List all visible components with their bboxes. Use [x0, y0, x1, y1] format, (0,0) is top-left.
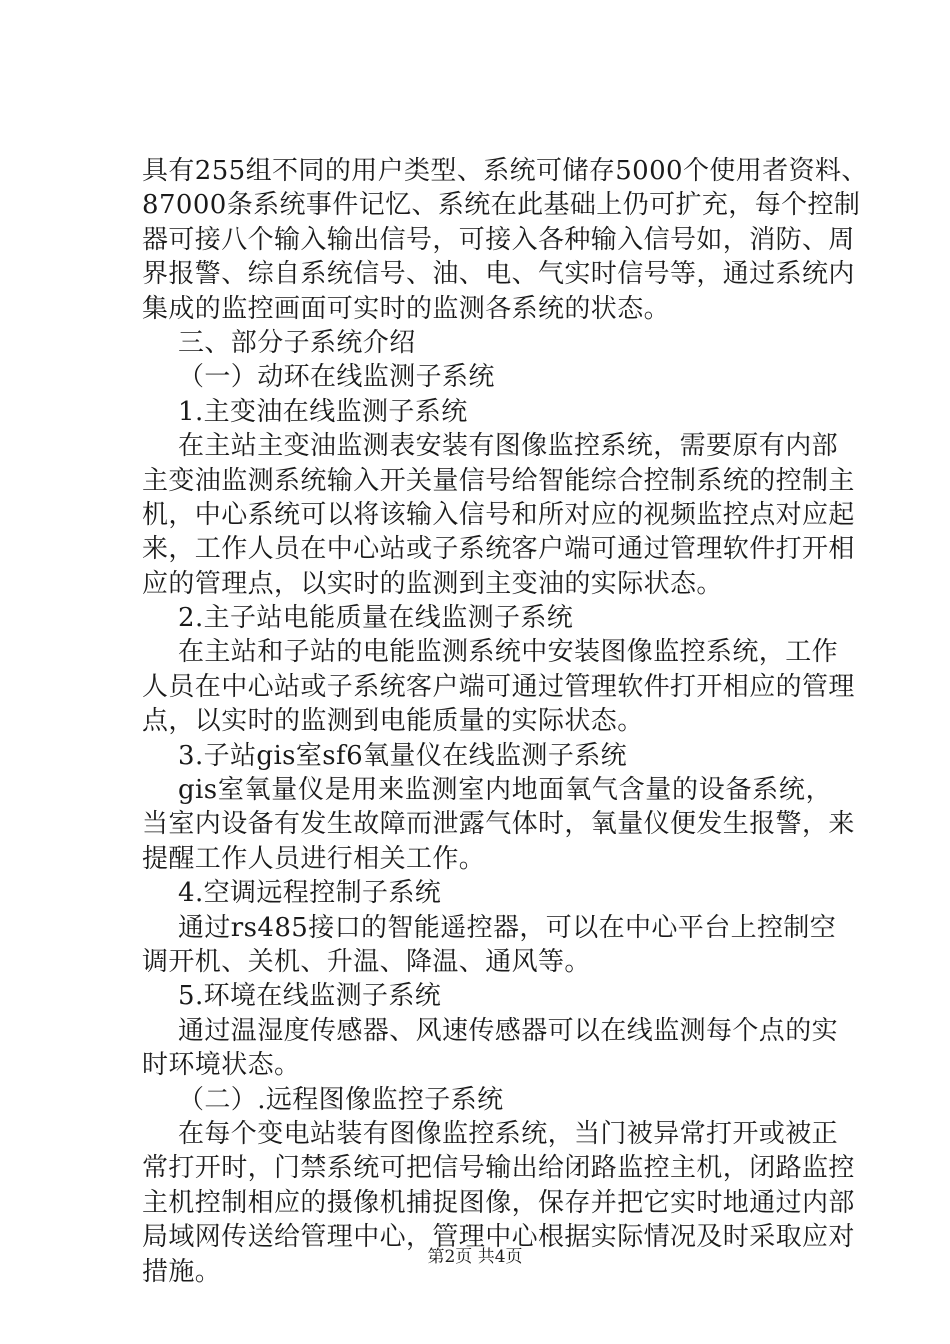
text-line: 局域网传送给管理中心，管理中心根据实际情况及时采取应对 [142, 1222, 855, 1253]
text-line: 提醒工作人员进行相关工作。 [142, 843, 486, 874]
page-number-footer: 第2页 共4页 [427, 1247, 523, 1267]
text-line: gis室氧量仪是用来监测室内地面氧气含量的设备系统， [178, 775, 832, 806]
item-heading: 2.主子站电能质量在线监测子系统 [178, 603, 574, 634]
text-line: 常打开时，门禁系统可把信号输出给闭路监控主机，闭路监控 [142, 1153, 855, 1184]
text-line: 主机控制相应的摄像机捕捉图像，保存并把它实时地通过内部 [142, 1187, 855, 1218]
text-line: 集成的监控画面可实时的监测各系统的状态。 [142, 293, 671, 324]
subsection-heading: （二）.远程图像监控子系统 [178, 1084, 504, 1115]
text-line: 通过rs485接口的智能遥控器，可以在中心平台上控制空 [178, 912, 837, 943]
text-line: 在每个变电站装有图像监控系统，当门被异常打开或被正 [178, 1118, 839, 1149]
text-line: 在主站主变油监测表安装有图像监控系统，需要原有内部 [178, 431, 839, 462]
text-line: 机，中心系统可以将该输入信号和所对应的视频监控点对应起 [142, 499, 855, 530]
item-heading: 3.子站gis室sf6氧量仪在线监测子系统 [178, 740, 628, 771]
document-body [142, 154, 868, 1289]
text-line: 调开机、关机、升温、降温、通风等。 [142, 946, 591, 977]
text-line: 当室内设备有发生故障而泄露气体时，氧量仪便发生报警，来 [142, 809, 855, 840]
text-line: 具有255组不同的用户类型、系统可储存5000个使用者资料、 [142, 156, 868, 186]
text-line: 在主站和子站的电能监测系统中安装图像监控系统，工作 [178, 637, 839, 668]
text-line: 通过温湿度传感器、风速传感器可以在线监测每个点的实 [178, 1015, 839, 1046]
section-heading: 三、部分子系统介绍 [178, 327, 416, 358]
text-line: 措施。 [142, 1256, 222, 1287]
text-line: 人员在中心站或子系统客户端可通过管理软件打开相应的管理 [142, 671, 855, 702]
text-line: 点，以实时的监测到电能质量的实际状态。 [142, 706, 644, 737]
text-line: 器可接八个输入输出信号，可接入各种输入信号如，消防、周 [142, 224, 855, 255]
text-line: 来，工作人员在中心站或子系统客户端可通过管理软件打开相 [142, 534, 855, 565]
item-heading: 4.空调远程控制子系统 [178, 878, 442, 909]
text-line: 应的管理点，以实时的监测到主变油的实际状态。 [142, 568, 723, 599]
item-heading: 5.环境在线监测子系统 [178, 981, 442, 1012]
text-line: 主变油监测系统输入开关量信号给智能综合控制系统的控制主 [142, 465, 855, 496]
subsection-heading: （一）动环在线监测子系统 [178, 362, 495, 393]
text-line: 时环境状态。 [142, 1050, 301, 1081]
item-heading: 1.主变油在线监测子系统 [178, 396, 468, 427]
text-line: 界报警、综自系统信号、油、电、气实时信号等，通过系统内 [142, 259, 855, 290]
text-line: 87000条系统事件记忆、系统在此基础上仍可扩充，每个控制 [142, 190, 861, 221]
